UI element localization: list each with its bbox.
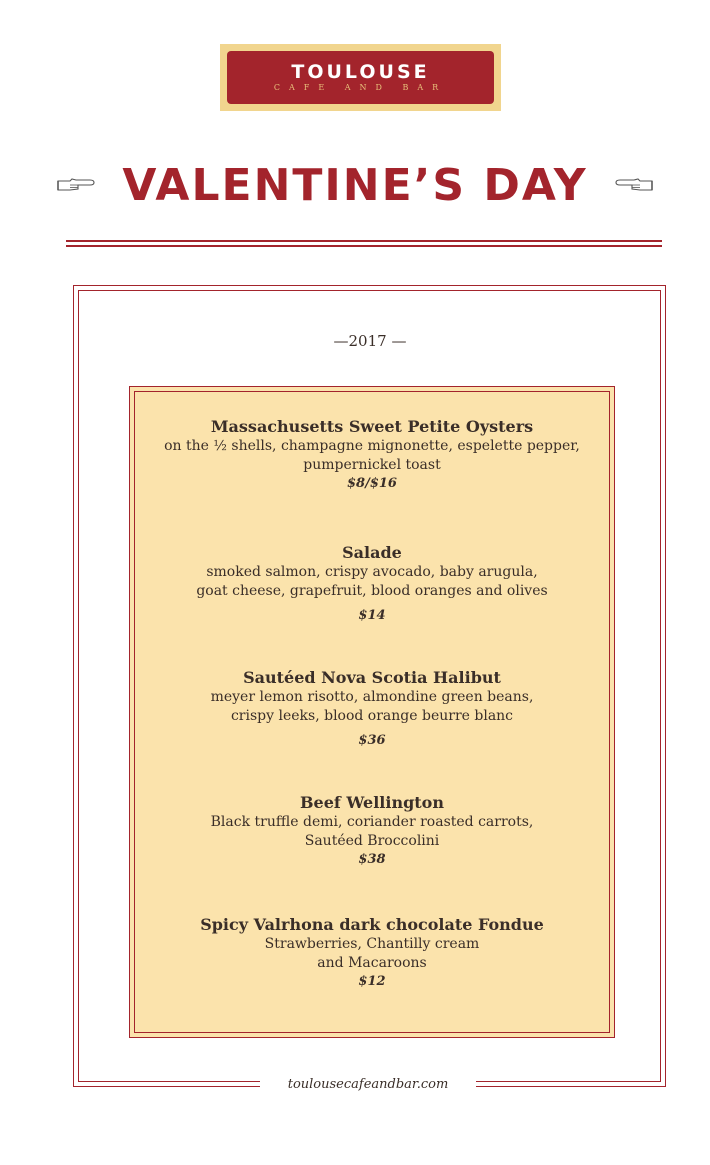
menu-item-description: meyer lemon risotto, almondine green beans, crispy leeks, blood orange beurre blanc [210,689,534,724]
menu-item-description: smoked salmon, crispy avocado, baby arugula, goat cheese, grapefruit, blood oranges and olives [196,564,548,599]
menu-item-price: $38 [358,852,386,867]
website-link[interactable]: toulousecafeandbar.com [287,1077,449,1092]
menu-item-description: Black truffle demi, coriander roasted carrots, Sautéed Broccolini [210,814,534,849]
menu-item-price: $14 [358,608,386,623]
menu-item-price: $36 [358,733,386,748]
menu-item-name: Massachusetts Sweet Petite Oysters [210,417,534,436]
title-rule-bottom [66,245,662,247]
menu-item [134,543,610,625]
menu-item-description: on the ½ shells, champagne mignonette, espelette pepper, pumpernickel toast [164,438,580,473]
menu-item-description: Strawberries, Chantilly cream and Macaroons [264,936,480,971]
menu-item-price: $12 [358,974,386,989]
pointing-hand-left-icon [614,175,654,195]
title-row [0,150,710,220]
menu-item [134,417,610,493]
menu-item-name: Sautéed Nova Scotia Halibut [243,668,501,687]
menu-item-name: Salade [342,543,402,562]
menu-item-price: $8/$16 [347,476,397,491]
page-title: VALENTINE’S DAY [122,159,588,211]
menu-item-name: Beef Wellington [300,793,444,812]
title-rule-top [66,240,662,242]
year-label: —2017 — [333,332,407,350]
pointing-hand-right-icon [56,175,96,195]
logo-subtitle: CAFE AND BAR [273,83,448,92]
menu-item [134,915,610,991]
menu-item [134,793,610,869]
logo-badge [227,51,494,104]
menu-item [134,668,610,750]
logo-name: TOULOUSE [291,61,430,83]
logo [220,44,501,111]
menu-item-name: Spicy Valrhona dark chocolate Fondue [200,915,544,934]
